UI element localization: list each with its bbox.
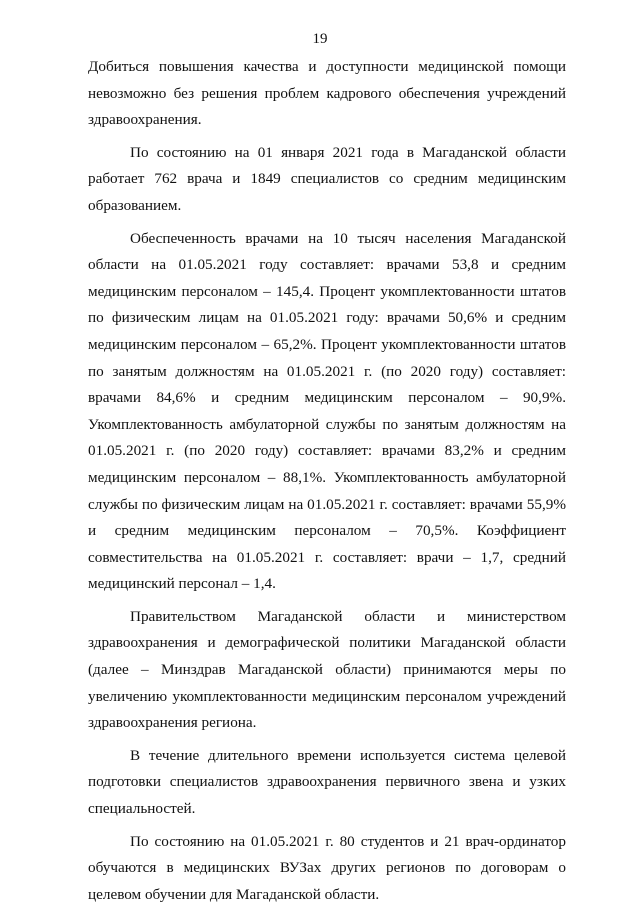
document-body (88, 54, 566, 914)
paragraph-staffing-quality: Добиться повышения качества и доступности медицинской помощи невозможно без решения проблем кадрового обеспечения учреждений здравоохранения. (88, 58, 566, 129)
page-number: 19 (312, 31, 328, 47)
paragraph-staffing-statistics: Обеспеченность врачами на 10 тысяч населения Магаданской области на 01.05.2021 году составляет: врачами 53,8 и средним медицинским персоналом – 145,4. Процент укомплектованности штатов по физическим лицам на 01.05.2021 году: врачами 50,6% и средним медицинским персоналом – 65,2%. Процент укомплектованности штатов по занятым должностям на 01.05.2021 г. (по 2020 году) составляет: врачами 84,6% и средним медицинским персоналом – 90,9%. Укомплектованность амбулаторной службы по занятым должностям на 01.05.2021 г. (по 2020 году) составляет: врачами 83,2% и средним медицинским персоналом – 88,1%. Укомплектованность амбулаторной службы по физическим лицам на 01.05.2021 г. составляет: врачами 55,9% и средним медицинским персоналом – 70,5%. Коэффициент совместительства на 01.05.2021 г. составляет: врачи – 1,7, средний медицинский персонал – 1,4. (88, 229, 566, 593)
paragraph-government-measures: Правительством Магаданской области и министерством здравоохранения и демографической политики Магаданской области (далее – Минздрав Магаданской области) принимаются меры по увеличению укомплектованности медицинским персоналом учреждений здравоохранения региона. (88, 607, 566, 732)
paragraph-targeted-training: В течение длительного времени используется система целевой подготовки специалистов здравоохранения первичного звена и узких специальностей. (88, 746, 566, 818)
paragraph-staff-count: По состоянию на 01 января 2021 года в Магаданской области работает 762 врача и 1849 специалистов со средним медицинским образованием. (88, 143, 566, 214)
paragraph-students-count: По состоянию на 01.05.2021 г. 80 студентов и 21 врач-ординатор обучаются в медицинских ВУЗах других регионов по договорам о целевом обучении для Магаданской области. (88, 832, 566, 903)
